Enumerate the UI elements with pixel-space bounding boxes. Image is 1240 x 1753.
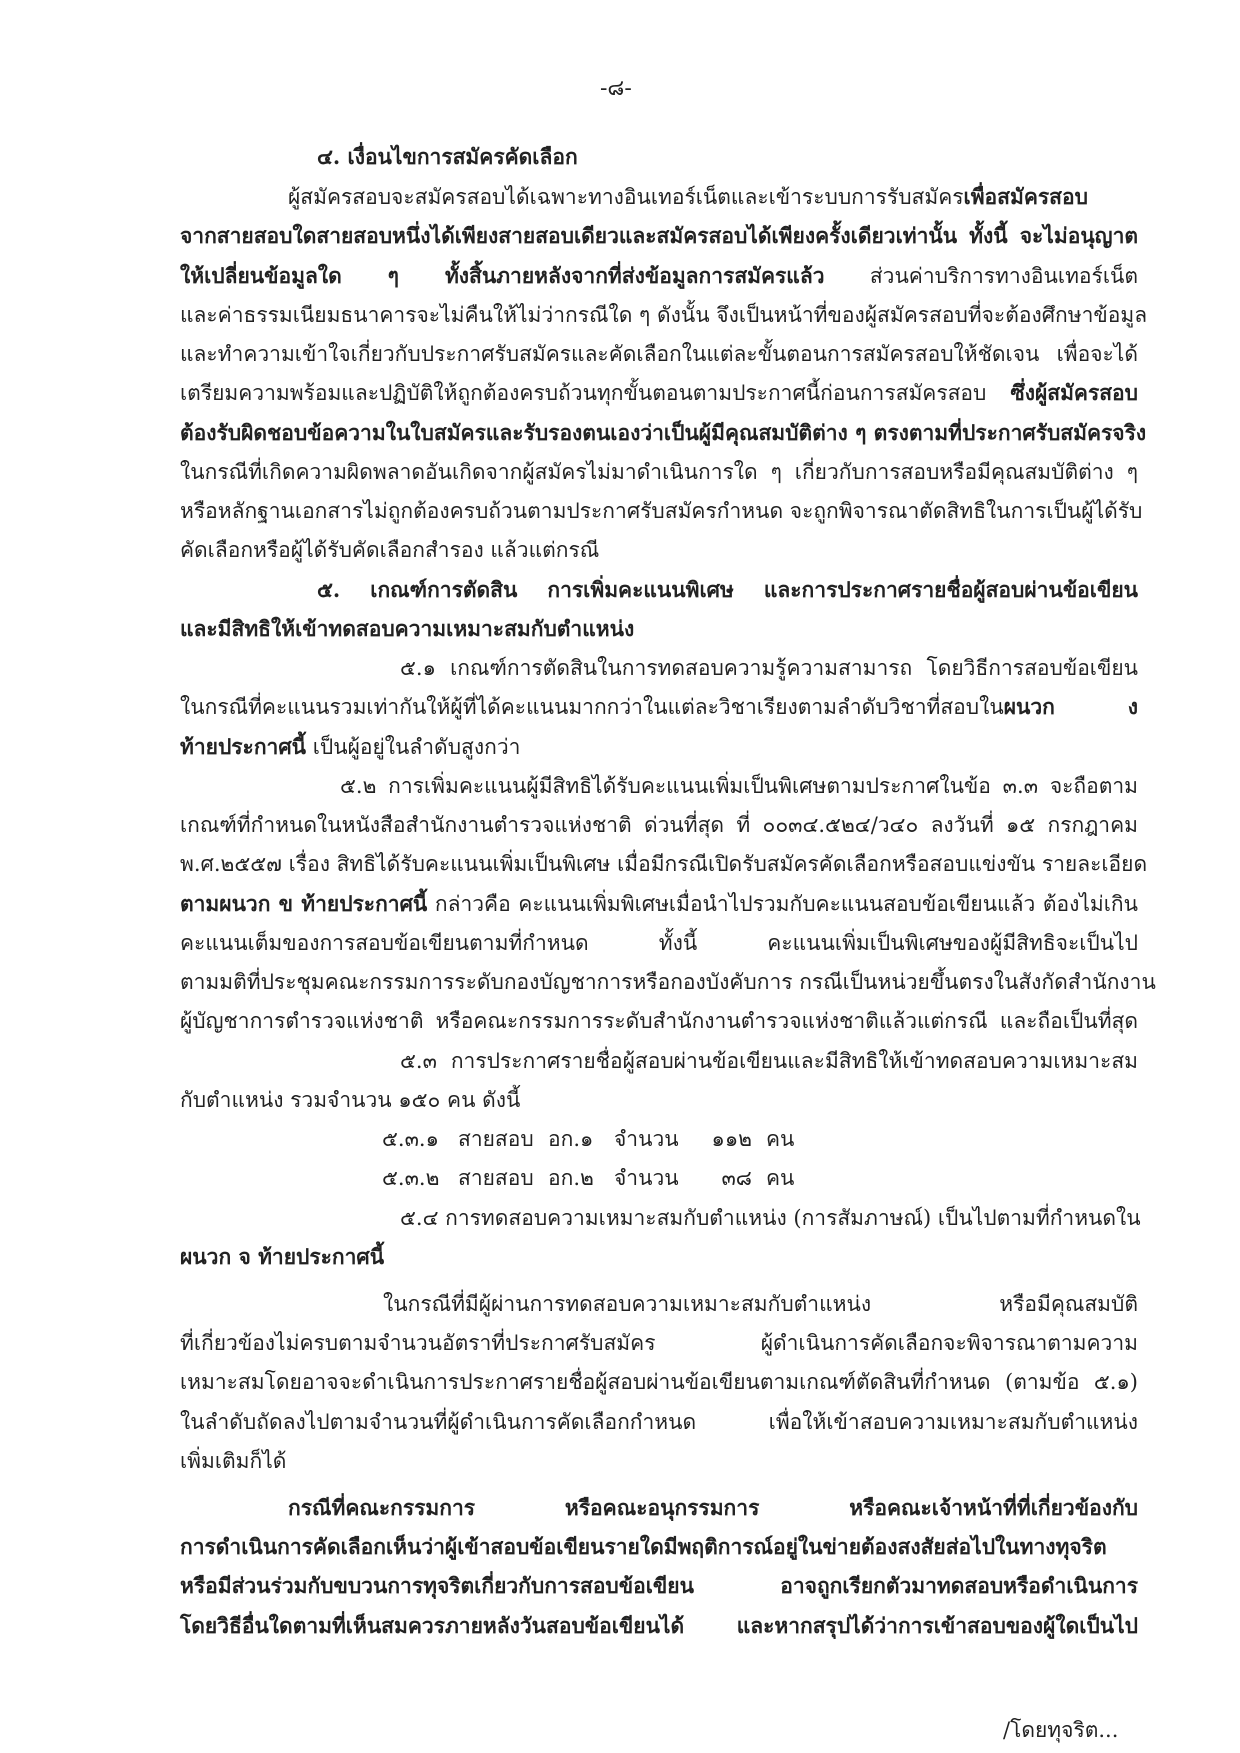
text-run: ส่วนค่าบริการทางอินเทอร์เน็ต bbox=[824, 264, 1138, 288]
item-qty-label: จำนวน bbox=[614, 1127, 679, 1151]
para-fraud-line: กรณีที่คณะกรรมการ หรือคณะอนุกรรมการ หรือคณะเจ้าหน้าที่ที่เกี่ยวข้องกับ bbox=[288, 1495, 1138, 1520]
section-4-line: และค่าธรรมเนียมธนาคารจะไม่คืนให้ไม่ว่ากรณีใด ๆ ดังนั้น จึงเป็นหน้าที่ของผู้สมัครสอบที่จะต้องศึกษาข้อมูล bbox=[180, 303, 1148, 327]
item-unit: คน bbox=[766, 1127, 795, 1151]
para-5-2-line: ผู้บัญชาการตำรวจแห่งชาติ หรือคณะกรรมการระดับสำนักงานตำรวจแห่งชาติแล้วแต่กรณี และถือเป็นที่สุด bbox=[180, 1009, 1138, 1033]
para-fraud-line: หรือมีส่วนร่วมกับขบวนการทุจริตเกี่ยวกับการสอบข้อเขียน อาจถูกเรียกตัวมาทดสอบหรือดำเนินการ bbox=[180, 1573, 1138, 1598]
para-shortfall-line: ในกรณีที่มีผู้ผ่านการทดสอบความเหมาะสมกับตำแหน่ง หรือมีคุณสมบัติ bbox=[383, 1292, 1138, 1316]
continuation-footer: /โดยทุจริต... bbox=[1003, 1718, 1119, 1742]
para-5-1-line bbox=[180, 734, 520, 760]
item-code: อก.๒ bbox=[548, 1166, 594, 1190]
section-4-line bbox=[288, 184, 1138, 210]
bold-run: และหากสรุปได้ว่าการเข้าสอบของผู้ใดเป็นไป bbox=[736, 1613, 1138, 1638]
para-fraud-line bbox=[180, 1613, 1138, 1639]
bold-run: เพื่อสมัครสอบ bbox=[963, 184, 1088, 209]
para-5-2-line: ตามมติที่ประชุมคณะกรรมการระดับกองบัญชาการหรือกองบังคับการ กรณีเป็นหน่วยขึ้นตรงในสังกัดสำนักงาน bbox=[180, 970, 1156, 994]
para-5-4-line: ๕.๔ การทดสอบความเหมาะสมกับตำแหน่ง (การสัมภาษณ์) เป็นไปตามที่กำหนดใน bbox=[400, 1206, 1141, 1230]
para-shortfall-line: เพิ่มเติมก็ได้ bbox=[180, 1449, 287, 1473]
item-qty: ๓๘ bbox=[721, 1166, 752, 1190]
section-4-line: หรือหลักฐานเอกสารไม่ถูกต้องครบถ้วนตามประกาศรับสมัครกำหนด จะถูกพิจารณาตัดสิทธิในการเป็นผู้ได้รับ bbox=[180, 499, 1143, 523]
text-run: ในกรณีที่คะแนนรวมเท่ากันให้ผู้ที่ได้คะแนนมากกว่าในแต่ละวิชาเรียงตามลำดับวิชาที่สอบใน bbox=[180, 695, 1004, 719]
para-shortfall-line: เหมาะสมโดยอาจจะดำเนินการประกาศรายชื่อผู้สอบผ่านข้อเขียนตามเกณฑ์ตัดสินที่กำหนด (ตามข้อ ๕.๑) bbox=[180, 1370, 1138, 1394]
para-5-1-line: ๕.๑ เกณฑ์การตัดสินในการทดสอบความรู้ความสามารถ โดยวิธีการสอบข้อเขียน bbox=[400, 656, 1138, 680]
para-5-2-line: ๕.๒ การเพิ่มคะแนนผู้มีสิทธิได้รับคะแนนเพิ่มเป็นพิเศษตามประกาศในข้อ ๓.๓ จะถือตาม bbox=[340, 774, 1138, 798]
text-run: เป็นผู้อยู่ในลำดับสูงกว่า bbox=[306, 735, 521, 759]
text-run: ผู้สมัครสอบจะสมัครสอบได้เฉพาะทางอินเทอร์เน็ตและเข้าระบบการรับสมัคร bbox=[288, 185, 964, 209]
page-number: -๘- bbox=[600, 76, 632, 101]
para-5-3-line: ๕.๓ การประกาศรายชื่อผู้สอบผ่านข้อเขียนและมีสิทธิให้เข้าทดสอบความเหมาะสม bbox=[400, 1049, 1138, 1073]
para-5-1-line bbox=[180, 694, 1138, 720]
para-5-2-line: คะแนนเต็มของการสอบข้อเขียนตามที่กำหนด ทั้งนี้ คะแนนเพิ่มเป็นพิเศษของผู้มีสิทธิจะเป็นไป bbox=[180, 931, 1138, 955]
bold-run: ซึ่งผู้สมัครสอบ bbox=[1010, 380, 1138, 405]
list-item bbox=[382, 1165, 794, 1191]
text-run: เตรียมความพร้อมและปฏิบัติให้ถูกต้องครบถ้วนทุกขั้นตอนตามประกาศนี้ก่อนการสมัครสอบ bbox=[180, 381, 1011, 405]
para-shortfall-line: ที่เกี่ยวข้องไม่ครบตามจำนวนอัตราที่ประกาศรับสมัคร ผู้ดำเนินการคัดเลือกจะพิจารณาตามความ bbox=[180, 1331, 1138, 1355]
section-5-heading: ๕. เกณฑ์การตัดสิน การเพิ่มคะแนนพิเศษ และการประกาศรายชื่อผู้สอบผ่านข้อเขียน bbox=[317, 577, 1138, 602]
para-fraud-line: การดำเนินการคัดเลือกเห็นว่าผู้เข้าสอบข้อเขียนรายใดมีพฤติการณ์อยู่ในข่ายต้องสงสัยส่อไปในทางทุจริต bbox=[180, 1534, 1107, 1559]
para-5-2-line: พ.ศ.๒๕๕๗ เรื่อง สิทธิได้รับคะแนนเพิ่มเป็นพิเศษ เมื่อมีกรณีเปิดรับสมัครคัดเลือกหรือสอบแข่งขัน รายละเอียด bbox=[180, 852, 1148, 876]
bold-run: ตามผนวก ข ท้ายประกาศนี้ bbox=[180, 891, 428, 916]
para-shortfall-line: ในลำดับถัดลงไปตามจำนวนที่ผู้ดำเนินการคัดเลือกกำหนด เพื่อให้เข้าสอบความเหมาะสมกับตำแหน่ง bbox=[180, 1410, 1138, 1434]
para-5-2-line: เกณฑ์ที่กำหนดในหนังสือสำนักงานตำรวจแห่งชาติ ด่วนที่สุด ที่ ๐๐๓๔.๕๒๔/ว๔๐ ลงวันที่ ๑๕ กรกฎาคม bbox=[180, 813, 1138, 837]
item-unit: คน bbox=[766, 1166, 795, 1190]
para-5-2-line bbox=[180, 891, 1138, 917]
item-number: ๕.๓.๒ bbox=[382, 1166, 440, 1190]
section-4-heading: ๔. เงื่อนไขการสมัครคัดเลือก bbox=[317, 144, 578, 169]
para-5-4-line: ผนวก จ ท้ายประกาศนี้ bbox=[180, 1244, 385, 1269]
item-code: อก.๑ bbox=[548, 1127, 594, 1151]
bold-run: โดยวิธีอื่นใดตามที่เห็นสมควรภายหลังวันสอบข้อเขียนได้ bbox=[180, 1613, 737, 1638]
para-5-3-line: กับตำแหน่ง รวมจำนวน ๑๕๐ คน ดังนี้ bbox=[180, 1088, 521, 1112]
item-line-label: สายสอบ bbox=[458, 1166, 534, 1190]
bold-run: ท้ายประกาศนี้ bbox=[180, 734, 307, 759]
item-qty: ๑๑๒ bbox=[711, 1127, 752, 1151]
section-5-heading-cont: และมีสิทธิให้เข้าทดสอบความเหมาะสมกับตำแหน่ง bbox=[180, 616, 635, 641]
text-run: กล่าวคือ คะแนนเพิ่มพิเศษเมื่อนำไปรวมกับคะแนนสอบข้อเขียนแล้ว ต้องไม่เกิน bbox=[427, 892, 1138, 916]
section-4-line: จากสายสอบใดสายสอบหนึ่งได้เพียงสายสอบเดียวและสมัครสอบได้เพียงครั้งเดียวเท่านั้น ทั้งนี้ จะไม่อนุญาต bbox=[180, 223, 1138, 248]
section-4-line bbox=[180, 380, 1138, 406]
section-4-line: ต้องรับผิดชอบข้อความในใบสมัครและรับรองตนเองว่าเป็นผู้มีคุณสมบัติต่าง ๆ ตรงตามที่ประกาศรับสมัครจริง bbox=[180, 420, 1147, 445]
section-4-line: และทำความเข้าใจเกี่ยวกับประกาศรับสมัครและคัดเลือกในแต่ละขั้นตอนการสมัครสอบให้ชัดเจน เพื่อจะได้ bbox=[180, 342, 1138, 366]
item-number: ๕.๓.๑ bbox=[382, 1127, 439, 1151]
section-4-line: ในกรณีที่เกิดความผิดพลาดอันเกิดจากผู้สมัครไม่มาดำเนินการใด ๆ เกี่ยวกับการสอบหรือมีคุณสมบัติต่าง ๆ bbox=[180, 460, 1138, 484]
bold-run: ให้เปลี่ยนข้อมูลใด ๆ ทั้งสิ้นภายหลังจากที่ส่งข้อมูลการสมัครแล้ว bbox=[180, 263, 825, 288]
bold-run: ผนวก ง bbox=[1003, 694, 1138, 719]
section-4-line: คัดเลือกหรือผู้ได้รับคัดเลือกสำรอง แล้วแต่กรณี bbox=[180, 538, 600, 562]
section-4-line bbox=[180, 263, 1138, 289]
item-line-label: สายสอบ bbox=[458, 1127, 534, 1151]
list-item bbox=[382, 1126, 794, 1152]
item-qty-label: จำนวน bbox=[614, 1166, 679, 1190]
